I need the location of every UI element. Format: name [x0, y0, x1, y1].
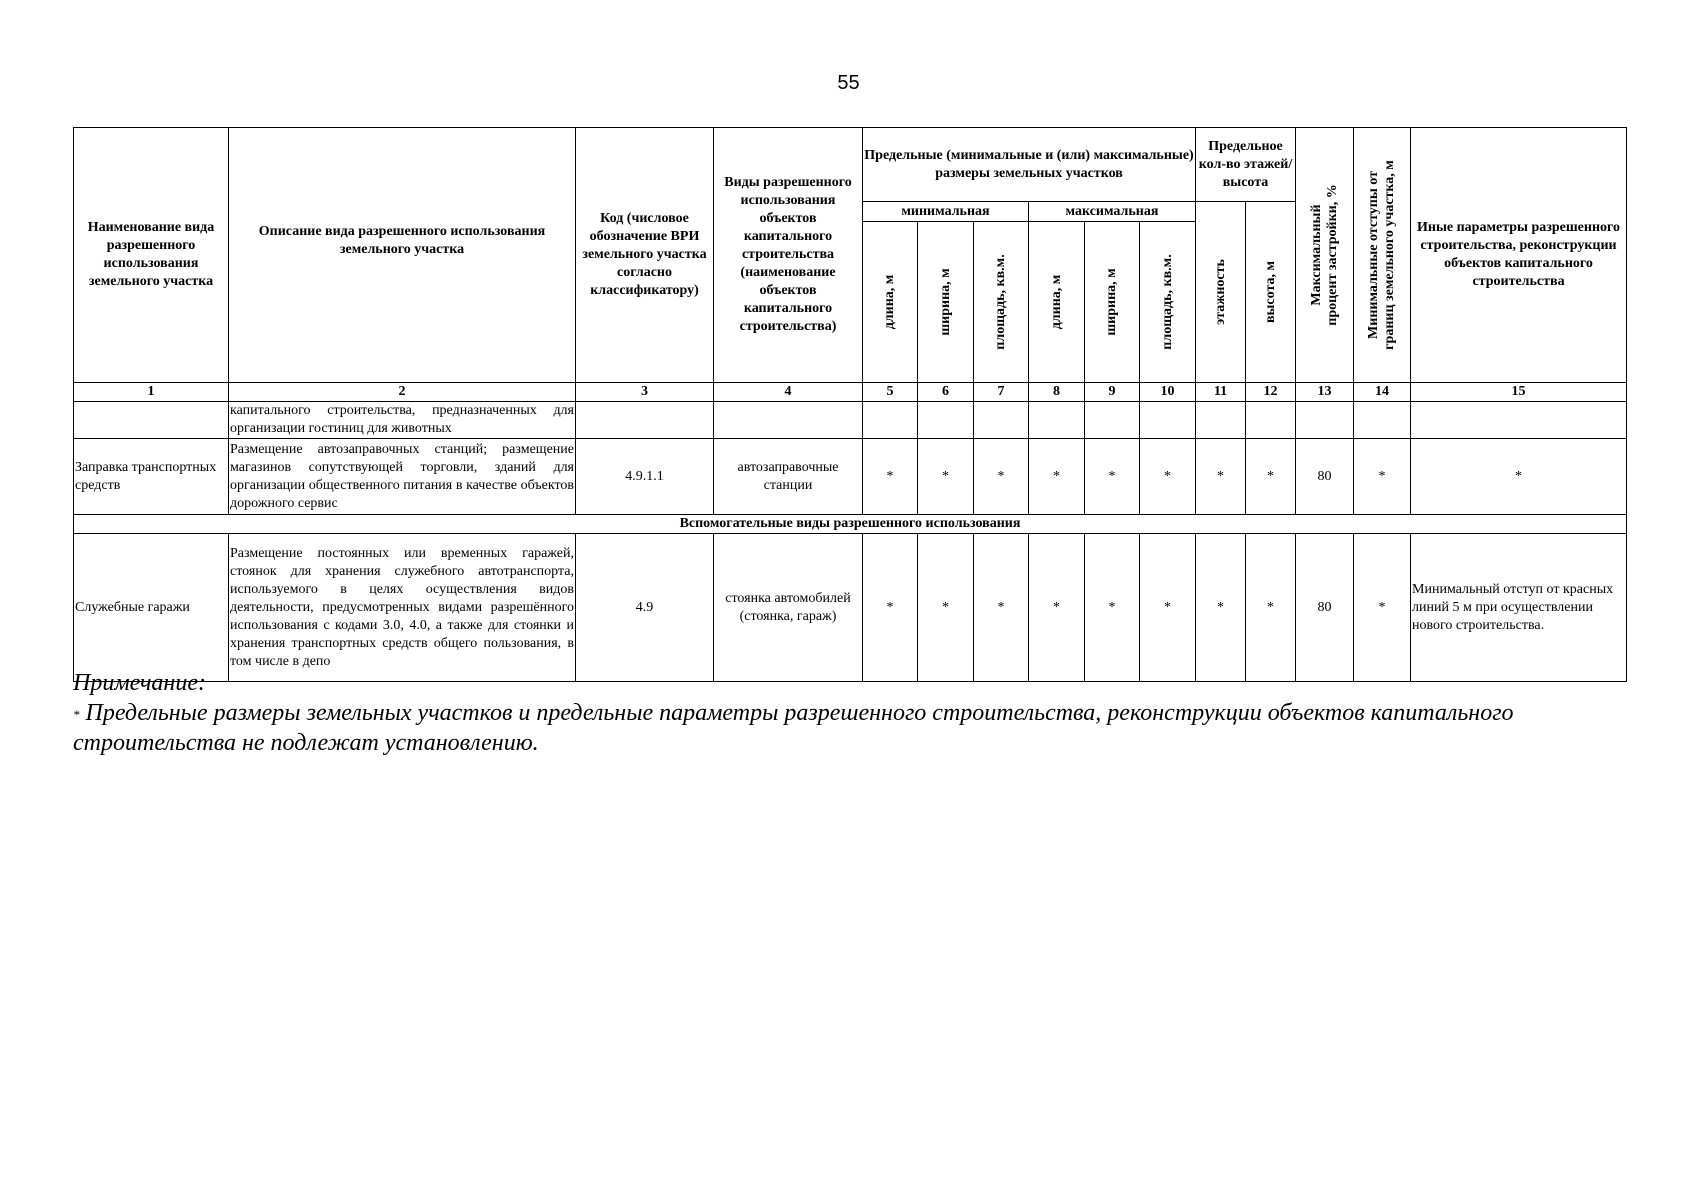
row-value: * — [974, 534, 1029, 682]
table-row — [74, 439, 1627, 515]
row-objects — [714, 402, 863, 439]
table-row — [74, 402, 1627, 439]
column-number-row — [74, 383, 1627, 402]
zoning-table — [73, 127, 1627, 682]
row-description: Размещение автозаправочных станций; размещение магазинов сопутствующей торговли, зданий для организации общественного питания в качестве объектов дорожного сервис — [229, 439, 576, 515]
row-value: * — [1085, 439, 1140, 515]
row-code: 4.9 — [576, 534, 714, 682]
row-value — [1246, 402, 1296, 439]
row-value — [1029, 402, 1085, 439]
row-value: * — [863, 534, 918, 682]
row-value: * — [863, 439, 918, 515]
column-number: 10 — [1140, 383, 1196, 402]
row-value: * — [1140, 534, 1196, 682]
header-description: Описание вида разрешенного использования земельного участка — [229, 128, 576, 383]
column-number: 4 — [714, 383, 863, 402]
footnote-text: Предельные размеры земельных участков и предельные параметры разрешенного строительства, реконструкции объектов капитального строительства не подлежат установлению. — [73, 700, 1514, 756]
row-value: * — [974, 439, 1029, 515]
row-other: * — [1411, 439, 1627, 515]
header-size-limits: Предельные (минимальные и (или) максимальные) размеры земельных участков — [863, 128, 1196, 202]
page-number: 55 — [837, 72, 860, 94]
column-number: 2 — [229, 383, 576, 402]
footnote-mark: * — [73, 707, 80, 722]
row-objects: стоянка автомобилей (стоянка, гараж) — [714, 534, 863, 682]
header-floor-limits: Предельное кол-во этажей/ высота — [1196, 128, 1296, 202]
row-value — [1196, 402, 1246, 439]
row-other: Минимальный отступ от красных линий 5 м при осуществлении нового строительства. — [1411, 534, 1627, 682]
row-value: 80 — [1296, 439, 1354, 515]
row-description: капитального строительства, предназначенных для организации гостиниц для животных — [229, 402, 576, 439]
row-description: Размещение постоянных или временных гаражей, стоянок для хранения служебного автотранспорта, используемого в целях осуществления видов деятельности, предусмотренных видами разрешённого использования с кодами 3.0, 4.0, а также для стоянки и хранения транспортных средств общего пользования, в том числе в депо — [229, 534, 576, 682]
row-value: * — [1354, 534, 1411, 682]
header-other-params: Иные параметры разрешенного строительства, реконструкции объектов капитального строительства — [1411, 128, 1627, 383]
row-value: * — [1196, 534, 1246, 682]
header-name: Наименование вида разрешенного использования земельного участка — [74, 128, 229, 383]
column-number: 6 — [918, 383, 974, 402]
row-value: * — [1029, 439, 1085, 515]
row-value — [1296, 402, 1354, 439]
row-value — [918, 402, 974, 439]
column-number: 3 — [576, 383, 714, 402]
header-min-width: ширина, м — [918, 222, 974, 383]
row-value: * — [918, 439, 974, 515]
row-value: * — [1196, 439, 1246, 515]
row-name: Заправка транспортных средств — [74, 439, 229, 515]
header-floors: этажность — [1196, 202, 1246, 383]
header-code: Код (числовое обозначение ВРИ земельного участка согласно классификатору) — [576, 128, 714, 383]
row-value: * — [1085, 534, 1140, 682]
section-title: Вспомогательные виды разрешенного использования — [74, 515, 1627, 534]
row-value: * — [1354, 439, 1411, 515]
row-value: * — [1246, 534, 1296, 682]
row-value — [1085, 402, 1140, 439]
header-min-length: длина, м — [863, 222, 918, 383]
footnote — [73, 668, 1633, 758]
header-max-building-percent: Максимальный процент застройки, % — [1296, 128, 1354, 383]
header-min-area: площадь, кв.м. — [974, 222, 1029, 383]
column-number: 15 — [1411, 383, 1627, 402]
row-value: * — [1140, 439, 1196, 515]
row-name — [74, 402, 229, 439]
section-row — [74, 515, 1627, 534]
row-value: * — [1029, 534, 1085, 682]
header-max-width: ширина, м — [1085, 222, 1140, 383]
row-value — [974, 402, 1029, 439]
row-value: * — [918, 534, 974, 682]
column-number: 13 — [1296, 383, 1354, 402]
header-height: высота, м — [1246, 202, 1296, 383]
header-objects: Виды разрешенного использования объектов капитального строительства (наименование объектов капитального строительства) — [714, 128, 863, 383]
column-number: 5 — [863, 383, 918, 402]
row-other — [1411, 402, 1627, 439]
footnote-title: Примечание: — [73, 670, 206, 696]
row-value — [863, 402, 918, 439]
column-number: 7 — [974, 383, 1029, 402]
row-objects: автозаправочные станции — [714, 439, 863, 515]
header-min-setbacks: Минимальные отступы от границ земельного участка, м — [1354, 128, 1411, 383]
column-number: 8 — [1029, 383, 1085, 402]
column-number: 11 — [1196, 383, 1246, 402]
row-code: 4.9.1.1 — [576, 439, 714, 515]
header-max-length: длина, м — [1029, 222, 1085, 383]
row-name: Служебные гаражи — [74, 534, 229, 682]
row-value: 80 — [1296, 534, 1354, 682]
column-number: 9 — [1085, 383, 1140, 402]
row-code — [576, 402, 714, 439]
row-value — [1140, 402, 1196, 439]
table-row — [74, 534, 1627, 682]
header-maximal: максимальная — [1029, 202, 1196, 222]
column-number: 14 — [1354, 383, 1411, 402]
header-max-area: площадь, кв.м. — [1140, 222, 1196, 383]
column-number: 12 — [1246, 383, 1296, 402]
column-number: 1 — [74, 383, 229, 402]
footnote-body — [73, 698, 1633, 758]
header-minimal: минимальная — [863, 202, 1029, 222]
row-value: * — [1246, 439, 1296, 515]
row-value — [1354, 402, 1411, 439]
